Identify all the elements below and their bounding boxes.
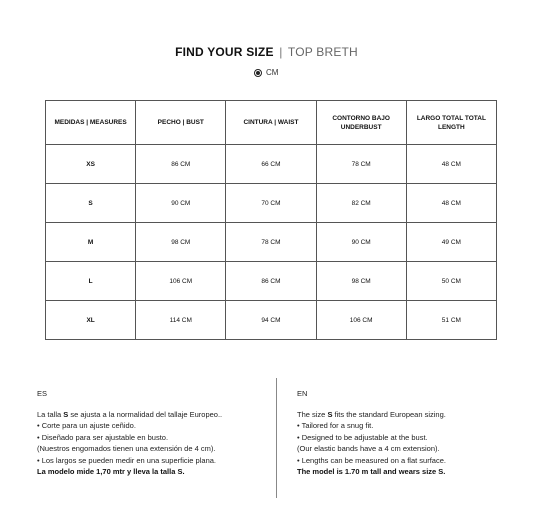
note-line: • Diseñado para ser ajustable en busto. [37, 432, 169, 442]
size-cell: M [46, 223, 136, 262]
table-cell: 70 CM [226, 184, 316, 223]
table-cell: 48 CM [406, 184, 496, 223]
table-cell: 50 CM [406, 262, 496, 301]
table-cell: 66 CM [226, 145, 316, 184]
language-label: EN [297, 389, 308, 398]
table-row [46, 262, 497, 301]
table-cell: 106 CM [316, 301, 406, 340]
size-cell: L [46, 262, 136, 301]
note-line: • Tailored for a snug fit. [297, 421, 374, 430]
table-cell: 90 CM [316, 223, 406, 262]
table-cell: 82 CM [316, 184, 406, 223]
notes-spanish [37, 388, 272, 478]
table-cell: 98 CM [136, 223, 226, 262]
table-row [46, 223, 497, 262]
size-cell: S [46, 184, 136, 223]
table-cell: 51 CM [406, 301, 496, 340]
unit-selector-cm[interactable] [254, 68, 278, 77]
note-line: (Nuestros engomados tienen una extensión de 4 cm). [37, 444, 216, 453]
note-line: • Designed to be adjustable at the bust. [297, 432, 428, 442]
column-divider [276, 378, 277, 498]
model-note: The model is 1.70 m tall and wears size S. [297, 467, 446, 476]
column-header: CONTORNO BAJO UNDERBUST [316, 101, 406, 145]
note-line: The size S fits the standard European sizing. [297, 409, 446, 419]
notes-english [297, 388, 517, 478]
page-title [0, 45, 533, 59]
table-cell: 48 CM [406, 145, 496, 184]
size-cell: XL [46, 301, 136, 340]
note-line: (Our elastic bands have a 4 cm extension). [297, 444, 440, 453]
table-cell: 86 CM [136, 145, 226, 184]
column-header: MEDIDAS | MEASURES [46, 101, 136, 145]
table-cell: 49 CM [406, 223, 496, 262]
note-line: • Lengths can be measured on a flat surface. [297, 455, 446, 465]
column-header: CINTURA | WAIST [226, 101, 316, 145]
radio-selected-icon[interactable] [254, 69, 262, 77]
table-header-row [46, 101, 497, 145]
title-subtitle: TOP BRETH [287, 45, 358, 59]
note-line: • Los largos se pueden medir en una superficie plana. [37, 455, 216, 465]
table-cell: 106 CM [136, 262, 226, 301]
table-row [46, 301, 497, 340]
column-header: PECHO | BUST [136, 101, 226, 145]
language-label: ES [37, 389, 48, 398]
table-cell: 114 CM [136, 301, 226, 340]
column-header: LARGO TOTAL TOTAL LENGTH [406, 101, 496, 145]
table-cell: 94 CM [226, 301, 316, 340]
table-cell: 86 CM [226, 262, 316, 301]
note-line: • Corte para un ajuste ceñido. [37, 421, 136, 430]
table-cell: 78 CM [316, 145, 406, 184]
note-line: La talla S se ajusta a la normalidad del tallaje Europeo.. [37, 409, 223, 419]
table-row [46, 145, 497, 184]
unit-label: CM [266, 68, 279, 77]
table-row [46, 184, 497, 223]
title-separator: | [279, 45, 283, 59]
table-cell: 90 CM [136, 184, 226, 223]
table-cell: 78 CM [226, 223, 316, 262]
size-table [45, 100, 497, 340]
model-note: La modelo mide 1,70 mtr y lleva la talla S. [37, 467, 185, 476]
size-cell: XS [46, 145, 136, 184]
table-cell: 98 CM [316, 262, 406, 301]
title-main: FIND YOUR SIZE [175, 45, 274, 59]
